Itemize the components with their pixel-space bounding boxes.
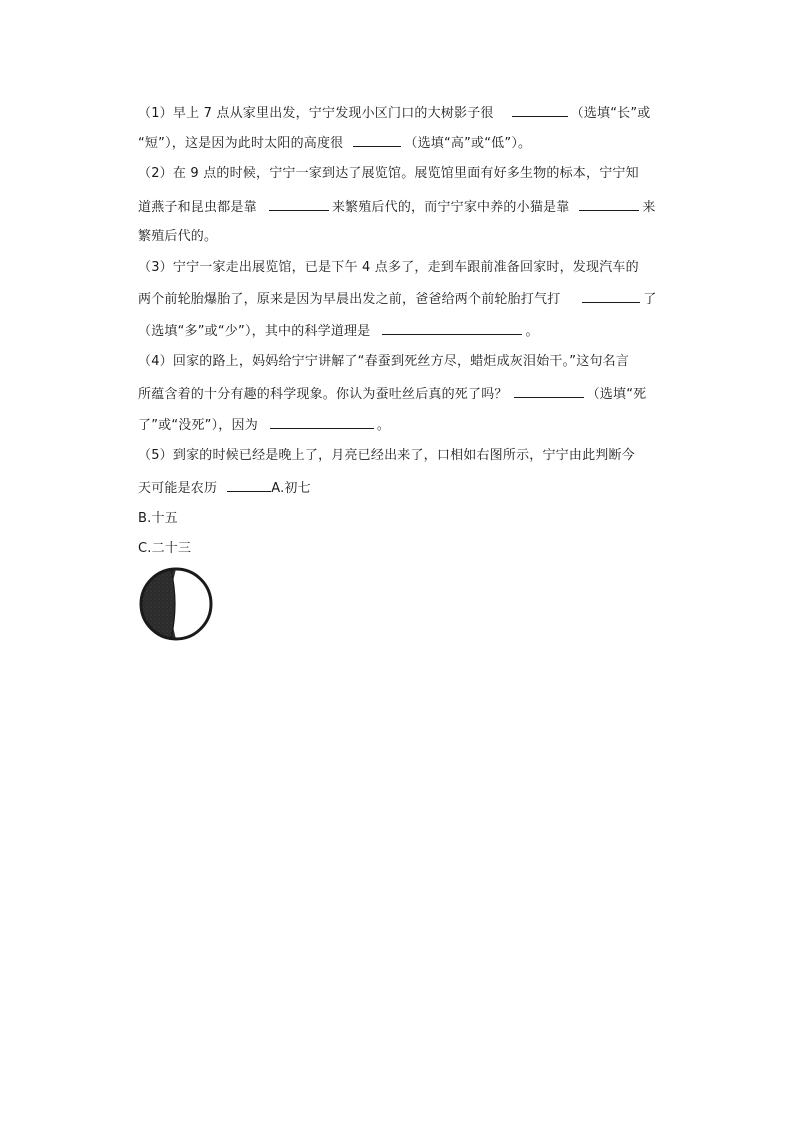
- q3-line-2: [138, 288, 678, 308]
- q5-line-2: [138, 477, 678, 497]
- q4-text-a: （4）回家的路上，妈妈给宁宁讲解了“春蚕到死丝方尽，蜡炬成灰泪始干。”这句名言: [138, 354, 630, 369]
- q2-blank-2[interactable]: [579, 196, 639, 211]
- q1-line-2: [138, 132, 678, 152]
- q4-text-d: 了”或“没死”），因为: [138, 418, 258, 433]
- q3-text-e: 。: [525, 324, 539, 339]
- q2-text-b: 道燕子和昆虫都是靠: [138, 200, 257, 215]
- q4-blank-1[interactable]: [514, 383, 584, 398]
- q5-option-b: B.十五: [138, 511, 178, 526]
- q2-text-d: 来: [642, 200, 656, 215]
- q5-option-c: C.二十三: [138, 541, 192, 556]
- q3-line-1: [138, 258, 678, 278]
- q1-text-c: “短”），这是因为此时太阳的高度很: [138, 136, 344, 151]
- moon-phase-icon: [138, 566, 214, 642]
- q4-text-c: （选填“死: [586, 387, 647, 402]
- q4-line-1: [138, 352, 678, 372]
- q4-text-e: 。: [376, 418, 391, 433]
- q3-text-a: （3）宁宁一家走出展览馆，已是下午 4 点多了，走到车跟前准备回家时，发现汽车的: [138, 260, 639, 275]
- q3-blank-1[interactable]: [582, 288, 640, 303]
- q2-line-1: [138, 164, 678, 184]
- q5-text-b: 天可能是农历: [138, 481, 218, 496]
- q3-blank-2[interactable]: [382, 320, 522, 335]
- q4-line-2: [138, 383, 678, 403]
- q2-line-3: [138, 227, 678, 247]
- q4-blank-2[interactable]: [270, 414, 374, 429]
- q1-blank-2[interactable]: [353, 132, 401, 147]
- q5-option-c-line: [138, 539, 678, 559]
- q1-text-a: （1）早上 7 点从家里出发，宁宁发现小区门口的大树影子很: [138, 106, 494, 121]
- q5-text-a: （5）到家的时候已经是晚上了，月亮已经出来了，口相如右图所示，宁宁由此判断今: [138, 448, 635, 463]
- q3-text-d: （选填“多”或“少”），其中的科学道理是: [138, 324, 371, 339]
- q2-blank-1[interactable]: [269, 196, 329, 211]
- q2-line-2: [138, 196, 678, 216]
- q1-text-d: （选填“高”或“低”）。: [404, 136, 532, 151]
- q3-text-c: 了: [643, 292, 657, 307]
- q4-text-b: 所蕴含着的十分有趣的科学现象。你认为蚕吐丝后真的死了吗？: [138, 387, 508, 402]
- q5-blank-1[interactable]: [227, 477, 271, 492]
- q1-line-1: [138, 102, 678, 122]
- q3-line-3: [138, 320, 678, 340]
- q1-text-b: （选填“长”或: [570, 106, 651, 121]
- q5-option-a: A.初七: [271, 481, 311, 496]
- q2-text-e: 繁殖后代的。: [138, 229, 218, 244]
- moon-dark-fill: [141, 569, 171, 639]
- q2-text-c: 来繁殖后代的，而宁宁家中养的小猫是靠: [331, 200, 570, 215]
- q2-text-a: （2）在 9 点的时候，宁宁一家到达了展览馆。展览馆里面有好多生物的标本，宁宁知: [138, 166, 639, 181]
- q3-text-b: 两个前轮胎爆胎了，原来是因为早晨出发之前，爸爸给两个前轮胎打气打: [138, 292, 561, 307]
- q5-option-b-line: [138, 509, 678, 529]
- q4-line-3: [138, 414, 678, 434]
- q5-line-1: [138, 446, 678, 466]
- q1-blank-1[interactable]: [512, 102, 568, 117]
